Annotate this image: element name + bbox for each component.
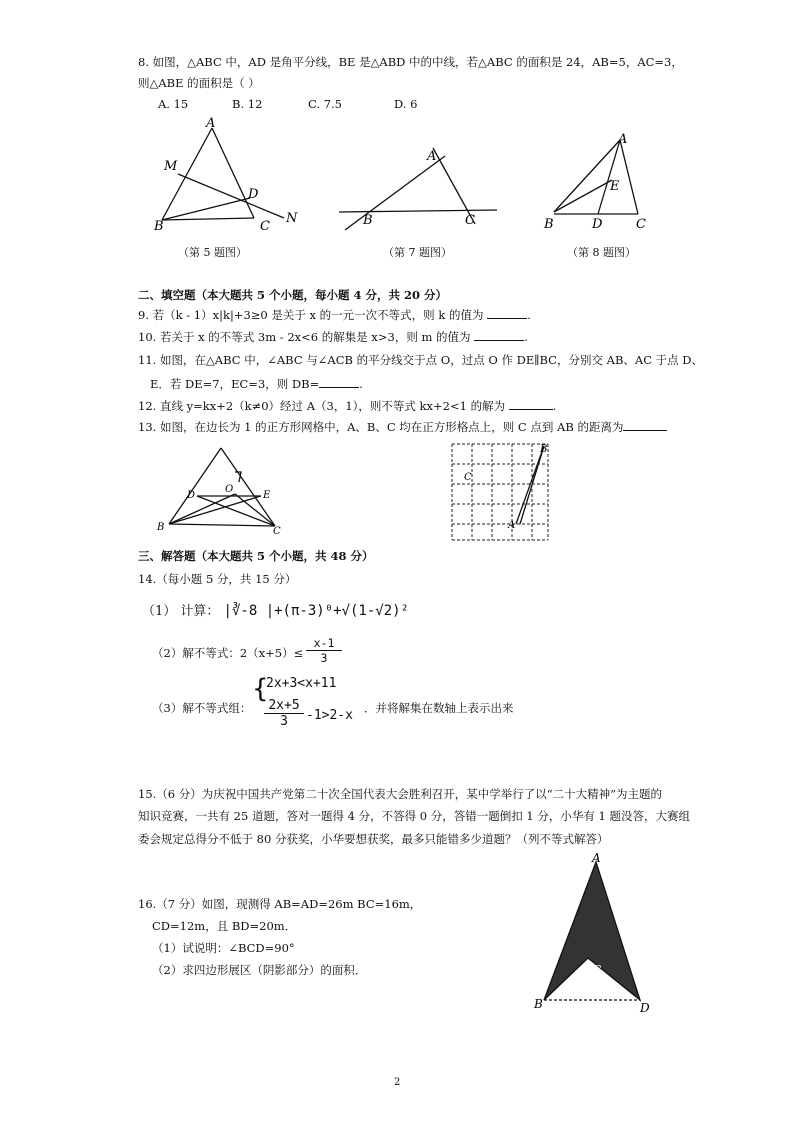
fig11-label-b: B [157,522,165,533]
q14-part3-row1: 2x+3<x+11 [266,676,337,691]
fig5-caption: （第 5 题图） [178,246,247,259]
q14-part2-fraction: x-1 3 [306,636,342,665]
q11-line1: 11. 如图，在△ABC 中，∠ABC 与∠ACB 的平分线交于点 O，过点 O 作 DE∥BC，分别交 AB、AC 于点 D、 [138,353,704,367]
fig16-label-b: B [534,997,543,1011]
fig8-label-b: B [544,217,554,232]
fig16-label-c: C [592,963,602,977]
q10: 10. 若关于 x 的不等式 3m - 2x<6 的解集是 x>3，则 m 的值为 . [138,330,528,344]
section3-title: 三、解答题（本大题共 5 个小题，共 48 分） [138,549,374,563]
q16-line1: 16.（7 分）如图，现测得 AB=AD=26m BC=16m， [138,897,422,911]
q16-line2: CD=12m，且 BD=20m． [152,919,297,933]
q9: 9. 若（k - 1）x|k|+3≥0 是关于 x 的一元一次不等式，则 k 的值为 . [138,308,531,322]
fig13-label-c: C [464,472,472,483]
q8-option-c: C. 7.5 [308,97,342,111]
figure-16 [530,850,660,1020]
q8-line1: 8. 如图，△ABC 中，AD 是角平分线，BE 是△ABD 中的中线，若△ABC 的面积是 24，AB=5，AC=3， [138,55,683,69]
fig5-label-n: N [286,211,298,226]
figure-13 [448,440,568,546]
q14-part2-label: （2）解不等式：2（x+5）≤ [152,646,304,660]
figure-8 [540,128,660,236]
q14-part3-label: （3）解不等式组： [152,701,252,715]
fig16-label-a: A [592,851,601,865]
fig7-label-c: C [465,213,475,228]
q12: 12. 直线 y=kx+2（k≠0）经过 A（3，1），则不等式 kx+2<1 的解为 . [138,399,557,413]
q16-line4: （2）求四边形展区（阴影部分）的面积． [152,963,367,977]
fig5-label-d: D [248,187,259,202]
q14-part1: （1） 计算： |∛-8 |+(π-3)⁰+√(1-√2)² [142,603,409,619]
q15-line3: 委会规定总得分不低于 80 分获奖，小华要想获奖，最多只能错多少道题？（列不等式解答） [138,832,609,846]
q11-line2: E．若 DE=7，EC=3，则 DB= . [150,377,363,391]
q13: 13. 如图，在边长为 1 的正方形网格中，A、B、C 均在正方形格点上，则 C 点到 AB 的距离为 [138,419,667,435]
fig8-label-e: E [610,179,620,194]
q8-option-d: D. 6 [394,97,418,111]
fig5-label-a: A [206,116,216,131]
fig8-label-d: D [592,217,603,232]
fig7-label-b: B [363,213,373,228]
fig13-label-b: B [540,444,548,455]
q14-part3-tail: ．并将解集在数轴上表示出来 [364,701,514,715]
q8-option-b: B. 12 [232,97,263,111]
q8-option-a: A. 15 [158,97,189,111]
q15-line2: 知识竞赛，一共有 25 道题，答对一题得 4 分，不答得 0 分，答错一题倒扣 1 分，小华有 1 题没答，大赛组 [138,809,690,823]
fig11-label-d: D [187,490,196,501]
figure-5 [150,112,310,240]
fig16-label-d: D [640,1001,650,1015]
q8-line2: 则△ABE 的面积是（ ） [138,76,260,90]
fig11-label-e: E [263,490,271,501]
q14-part3-row2-rest: -1>2-x [306,708,353,723]
page-number: 2 [394,1077,401,1088]
section2-title: 二、填空题（本大题共 5 个小题，每小题 4 分，共 20 分） [138,288,448,302]
q14-part3-fraction: 2x+5 3 [264,698,304,729]
figure-7 [335,138,505,238]
brace-icon: { [252,674,269,704]
fig5-label-b: B [154,219,164,234]
fig5-label-c: C [260,219,270,234]
fig7-caption: （第 7 题图） [383,246,452,259]
figure-11 [155,440,295,536]
fig5-label-m: M [164,159,178,174]
q14-header: 14.（每小题 5 分，共 15 分） [138,572,297,586]
fig8-label-a: A [618,132,628,147]
fig8-caption: （第 8 题图） [567,246,636,259]
fig11-label-o: O [225,484,234,495]
fig11-label-c: C [273,526,281,536]
q15-line1: 15.（6 分）为庆祝中国共产党第二十次全国代表大会胜利召开，某中学举行了以“二十大精神”为主题的 [138,787,663,801]
fig7-label-a: A [427,149,437,164]
q16-line3: （1）试说明：∠BCD=90° [152,941,295,955]
fig13-label-a: A [508,520,516,531]
fig8-label-c: C [636,217,646,232]
